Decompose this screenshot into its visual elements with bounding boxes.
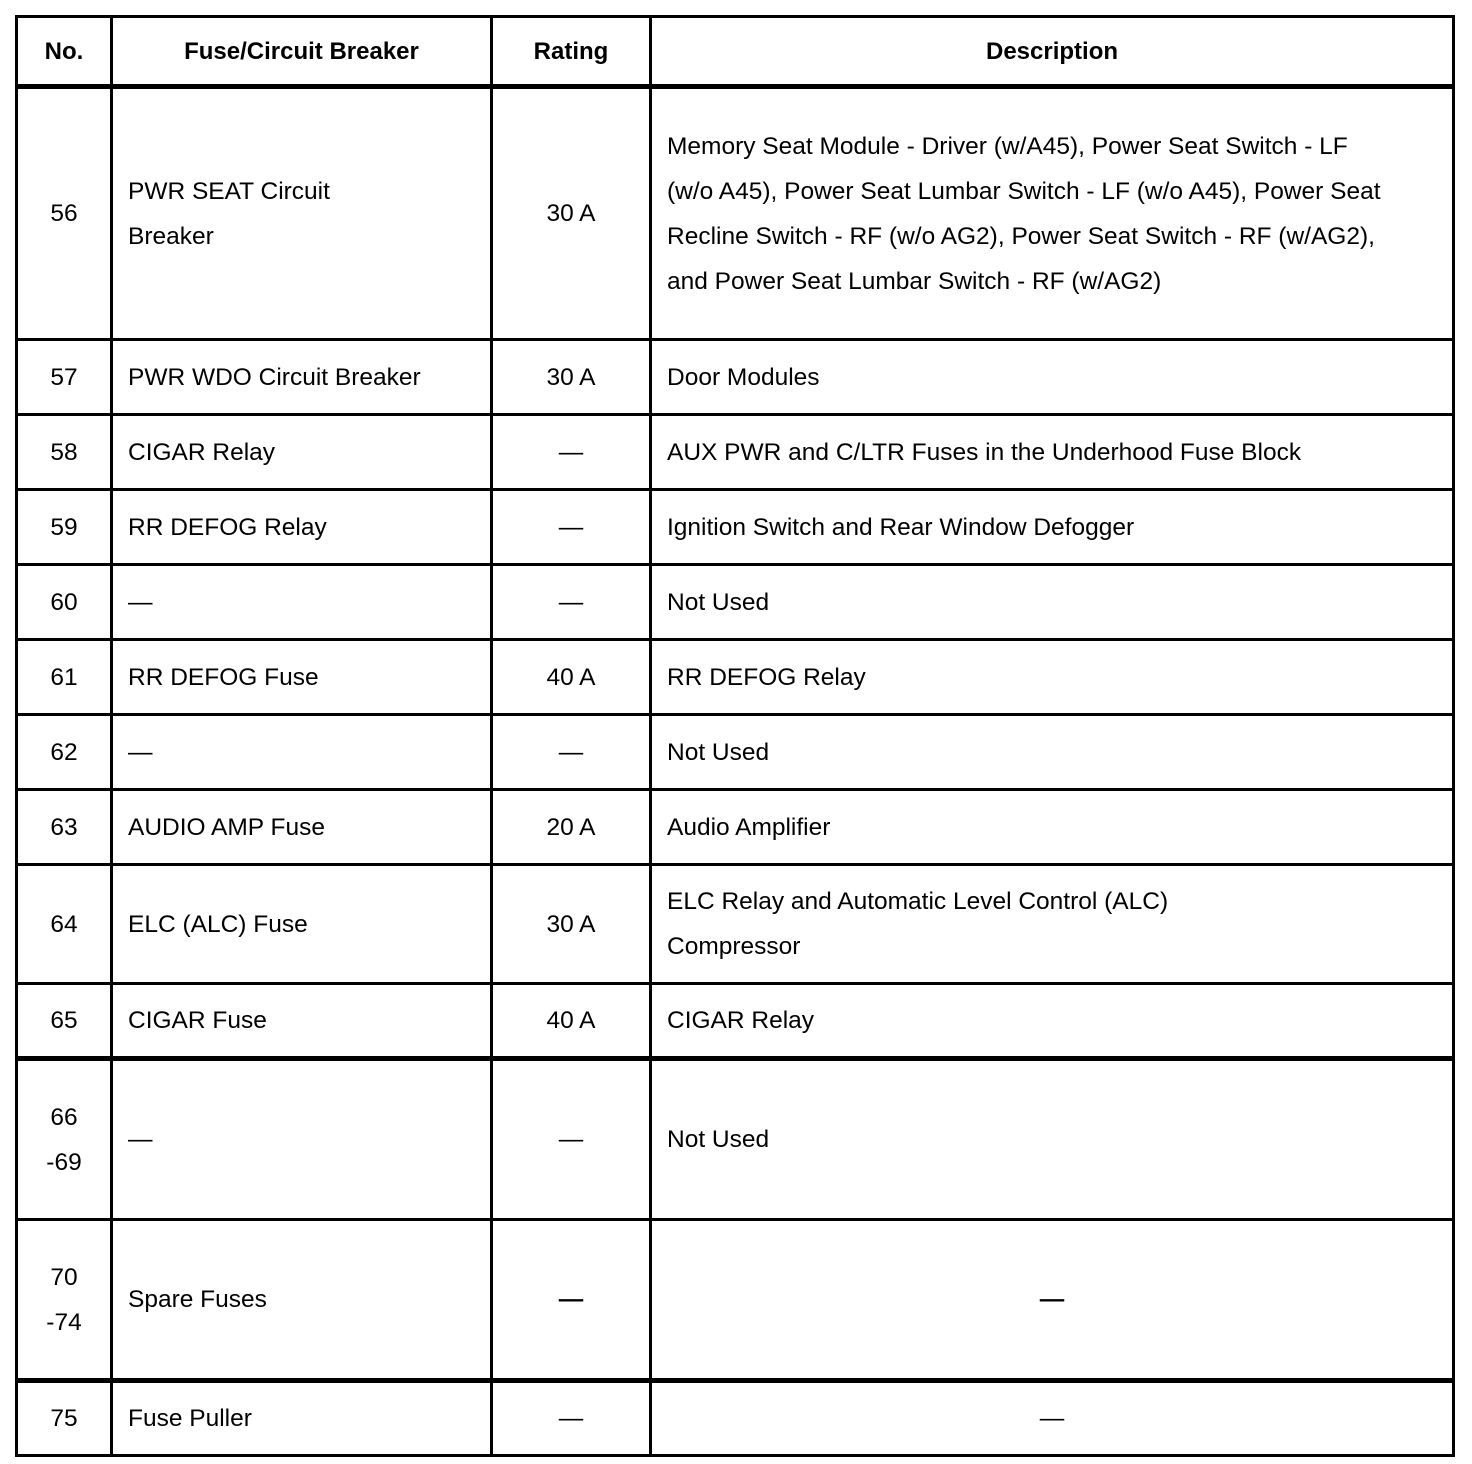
cell-rating: — xyxy=(492,1381,651,1456)
cell-description: — xyxy=(651,1220,1454,1381)
cell-fuse: RR DEFOG Relay xyxy=(112,490,492,565)
cell-no: 56 xyxy=(17,87,112,340)
cell-no: 62 xyxy=(17,715,112,790)
table-row xyxy=(17,715,1454,790)
cell-description: Door Modules xyxy=(651,340,1454,415)
cell-description: Not Used xyxy=(651,715,1454,790)
cell-description: RR DEFOG Relay xyxy=(651,640,1454,715)
cell-rating: 30 A xyxy=(492,87,651,340)
header-no: No. xyxy=(17,17,112,87)
cell-description: Memory Seat Module - Driver (w/A45), Power Seat Switch - LF (w/o A45), Power Seat Lumbar Switch - LF (w/o A45), Power Seat Recline Switch - RF (w/o AG2), Power Seat Switch - RF (w/AG2), and Power Seat Lumbar Switch - RF (w/AG2) xyxy=(651,87,1454,340)
cell-fuse: — xyxy=(112,565,492,640)
fuse-table xyxy=(15,15,1455,1457)
cell-fuse: Fuse Puller xyxy=(112,1381,492,1456)
table-row xyxy=(17,640,1454,715)
cell-description: CIGAR Relay xyxy=(651,984,1454,1059)
table-row xyxy=(17,490,1454,565)
cell-no: 64 xyxy=(17,865,112,984)
cell-no: 65 xyxy=(17,984,112,1059)
table-row xyxy=(17,1220,1454,1381)
table-row xyxy=(17,865,1454,984)
cell-rating: 30 A xyxy=(492,865,651,984)
header-rating: Rating xyxy=(492,17,651,87)
cell-fuse: ELC (ALC) Fuse xyxy=(112,865,492,984)
table-row xyxy=(17,565,1454,640)
cell-fuse: Spare Fuses xyxy=(112,1220,492,1381)
table-header-row xyxy=(17,17,1454,87)
cell-description: Not Used xyxy=(651,1059,1454,1220)
cell-fuse: PWR WDO Circuit Breaker xyxy=(112,340,492,415)
header-description: Description xyxy=(651,17,1454,87)
table-row xyxy=(17,340,1454,415)
cell-no: 58 xyxy=(17,415,112,490)
cell-no: 75 xyxy=(17,1381,112,1456)
cell-no: 59 xyxy=(17,490,112,565)
cell-rating: 20 A xyxy=(492,790,651,865)
cell-rating: — xyxy=(492,415,651,490)
cell-description: AUX PWR and C/LTR Fuses in the Underhood Fuse Block xyxy=(651,415,1454,490)
cell-no: 60 xyxy=(17,565,112,640)
cell-no: 57 xyxy=(17,340,112,415)
cell-no: 63 xyxy=(17,790,112,865)
cell-fuse: PWR SEAT Circuit Breaker xyxy=(112,87,492,340)
cell-description: — xyxy=(651,1381,1454,1456)
cell-fuse: CIGAR Fuse xyxy=(112,984,492,1059)
table-row xyxy=(17,984,1454,1059)
header-fuse-circuit-breaker: Fuse/Circuit Breaker xyxy=(112,17,492,87)
table-row xyxy=(17,1059,1454,1220)
cell-fuse: AUDIO AMP Fuse xyxy=(112,790,492,865)
cell-no: 66 -69 xyxy=(17,1059,112,1220)
cell-rating: 40 A xyxy=(492,640,651,715)
cell-description: ELC Relay and Automatic Level Control (ALC) Compressor xyxy=(651,865,1454,984)
cell-fuse: — xyxy=(112,1059,492,1220)
table-row xyxy=(17,415,1454,490)
cell-description: Ignition Switch and Rear Window Defogger xyxy=(651,490,1454,565)
cell-rating: 30 A xyxy=(492,340,651,415)
cell-no: 70 -74 xyxy=(17,1220,112,1381)
cell-description: Not Used xyxy=(651,565,1454,640)
cell-no: 61 xyxy=(17,640,112,715)
table-row xyxy=(17,790,1454,865)
table-row xyxy=(17,1381,1454,1456)
cell-description: Audio Amplifier xyxy=(651,790,1454,865)
table-row xyxy=(17,87,1454,340)
cell-fuse: RR DEFOG Fuse xyxy=(112,640,492,715)
cell-rating: — xyxy=(492,1059,651,1220)
cell-fuse: — xyxy=(112,715,492,790)
cell-rating: — xyxy=(492,1220,651,1381)
cell-fuse: CIGAR Relay xyxy=(112,415,492,490)
cell-rating: — xyxy=(492,490,651,565)
cell-rating: — xyxy=(492,715,651,790)
cell-rating: — xyxy=(492,565,651,640)
cell-rating: 40 A xyxy=(492,984,651,1059)
